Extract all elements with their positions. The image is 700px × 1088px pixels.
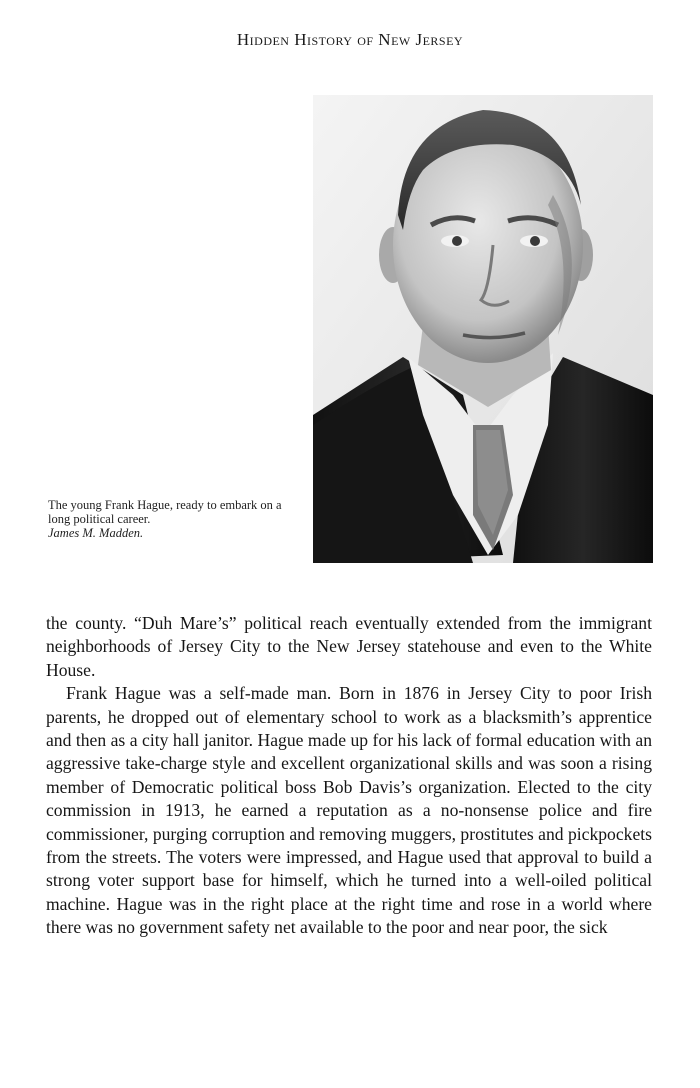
body-text (46, 612, 652, 940)
paragraph-2: Frank Hague was a self-made man. Born in 1876 in Jersey City to poor Irish parents, he dropped out of elementary school to work as a blacksmith’s apprentice and then as a city hall janitor. Hague made up for his lack of formal education with an aggressive take-charge style and excellent organizational skills and was soon a rising member of Democratic political boss Bob Davis’s organization. Elected to the city commission in 1913, he earned a reputation as a no-nonsense police and fire commissioner, purging corruption and removing muggers, prostitutes and pickpockets from the streets. The voters were impressed, and Hague used that approval to build a strong voter support base for himself, which he turned into a well-oiled political machine. Hague was in the right place at the right time and rose in a world where there was no government safety net available to the poor and near poor, the sick (46, 683, 652, 938)
portrait-photo (313, 95, 653, 563)
running-head: Hidden History of New Jersey (236, 30, 464, 49)
paragraph-1: the county. “Duh Mare’s” political reach eventually extended from the immigrant neighborhoods of Jersey City to the New Jersey statehouse and even to the White House. (46, 613, 652, 680)
caption-text: The young Frank Hague, ready to embark on a long political career. (48, 498, 282, 526)
caption-credit: James M. Madden. (48, 526, 144, 540)
photo-caption (48, 498, 288, 540)
